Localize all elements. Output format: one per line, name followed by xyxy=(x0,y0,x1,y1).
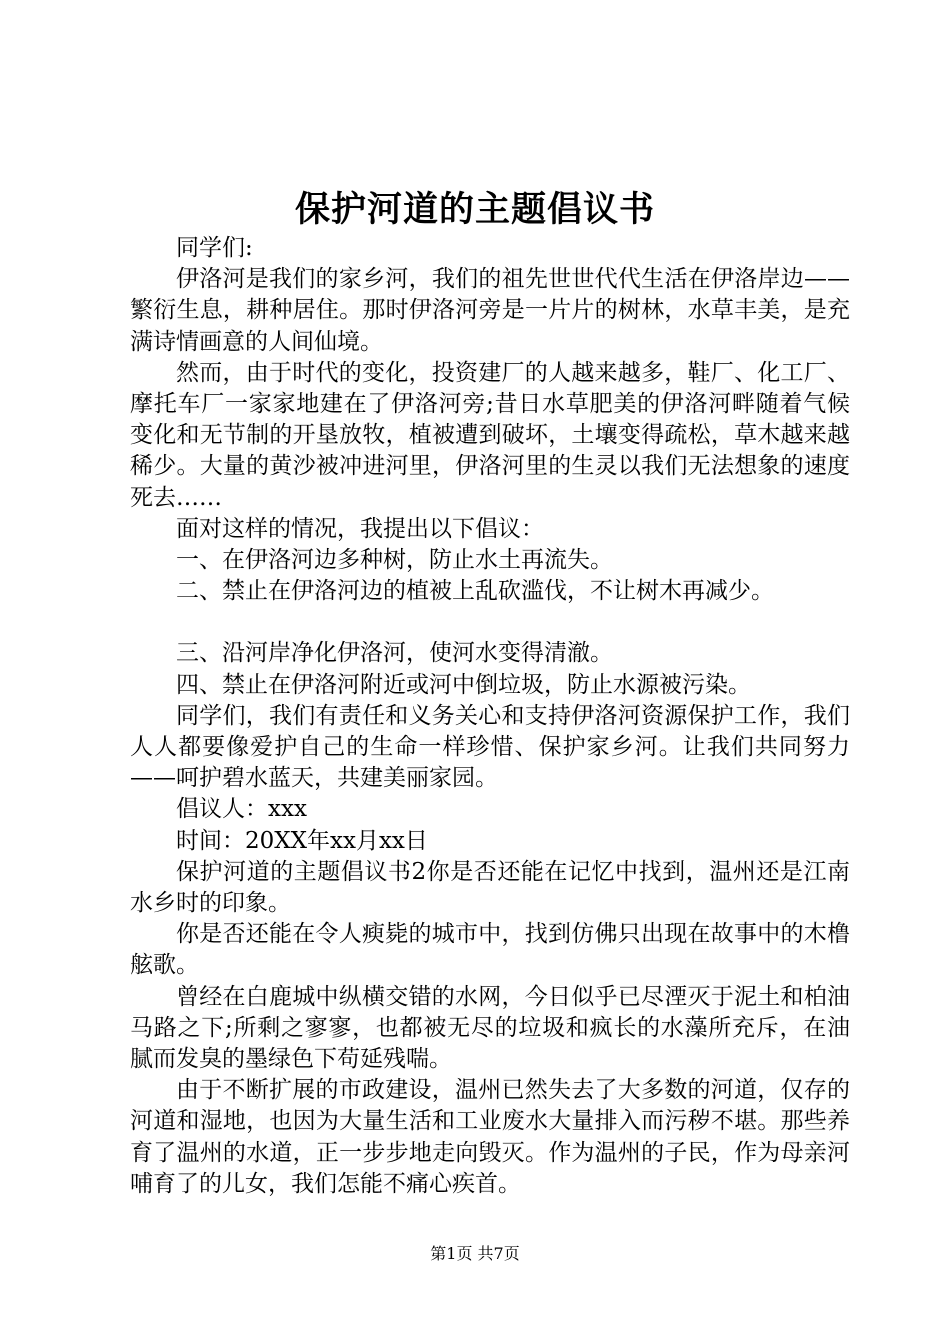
paragraph: 保护河道的主题倡议书2你是否还能在记忆中找到，温州还是江南水乡时的印象。 xyxy=(130,858,850,917)
paragraph: 你是否还能在令人瘐毙的城市中，找到仿佛只出现在故事中的木橹舷歌。 xyxy=(130,921,850,979)
document-body xyxy=(130,233,850,1200)
date-line: 时间：20XX年xx月xx日 xyxy=(176,827,428,854)
proposal-item: 二、禁止在伊洛河边的植被上乱砍滥伐，不让树木再减少。 xyxy=(176,578,774,605)
proposal-item: 三、沿河岸净化伊洛河，使河水变得清澈。 xyxy=(176,640,613,667)
paragraph: 伊洛河是我们的家乡河，我们的祖先世世代代生活在伊洛岸边——繁衍生息，耕种居住。那时伊洛河旁是一片片的树林，水草丰美，是充满诗情画意的人间仙境。 xyxy=(130,266,850,355)
page-number-footer: 第1页 共7页 xyxy=(430,1244,520,1263)
proposal-item: 四、禁止在伊洛河附近或河中倒垃圾，防止水源被污染。 xyxy=(176,671,751,698)
paragraph: 曾经在白鹿城中纵横交错的水网，今日似乎已尽湮灭于泥土和柏油马路之下;所剩之寥寥，也都被无尽的垃圾和疯长的水藻所充斥，在油腻而发臭的墨绿色下苟延残喘。 xyxy=(130,983,850,1073)
document-title: 保护河道的主题倡议书 xyxy=(294,189,655,230)
paragraph: 由于不断扩展的市政建设，温州已然失去了大多数的河道，仅存的河道和湿地，也因为大量生活和工业废水大量排入而污秽不堪。那些养育了温州的水道，正一步步地走向毁灭。作为温州的子民，作为母亲河哺育了的儿女，我们怎能不痛心疾首。 xyxy=(130,1077,850,1197)
proposal-item: 一、在伊洛河边多种树，防止水土再流失。 xyxy=(176,547,613,574)
paragraph: 然而，由于时代的变化，投资建厂的人越来越多，鞋厂、化工厂、摩托车厂一家家地建在了伊洛河旁;昔日水草肥美的伊洛河畔随着气候变化和无节制的开垦放牧，植被遭到破坏，土壤变得疏松，草木越来越稀少。大量的黄沙被冲进河里，伊洛河里的生灵以我们无法想象的速度死去…… xyxy=(130,359,850,511)
paragraph: 面对这样的情况，我提出以下倡议： xyxy=(176,515,544,542)
paragraph: 同学们，我们有责任和义务关心和支持伊洛河资源保护工作，我们人人都要像爱护自己的生命一样珍惜、保护家乡河。让我们共同努力——呵护碧水蓝天，共建美丽家园。 xyxy=(130,702,850,792)
salutation: 同学们: xyxy=(176,235,253,261)
signature-line: 倡议人：xxx xyxy=(176,796,307,823)
